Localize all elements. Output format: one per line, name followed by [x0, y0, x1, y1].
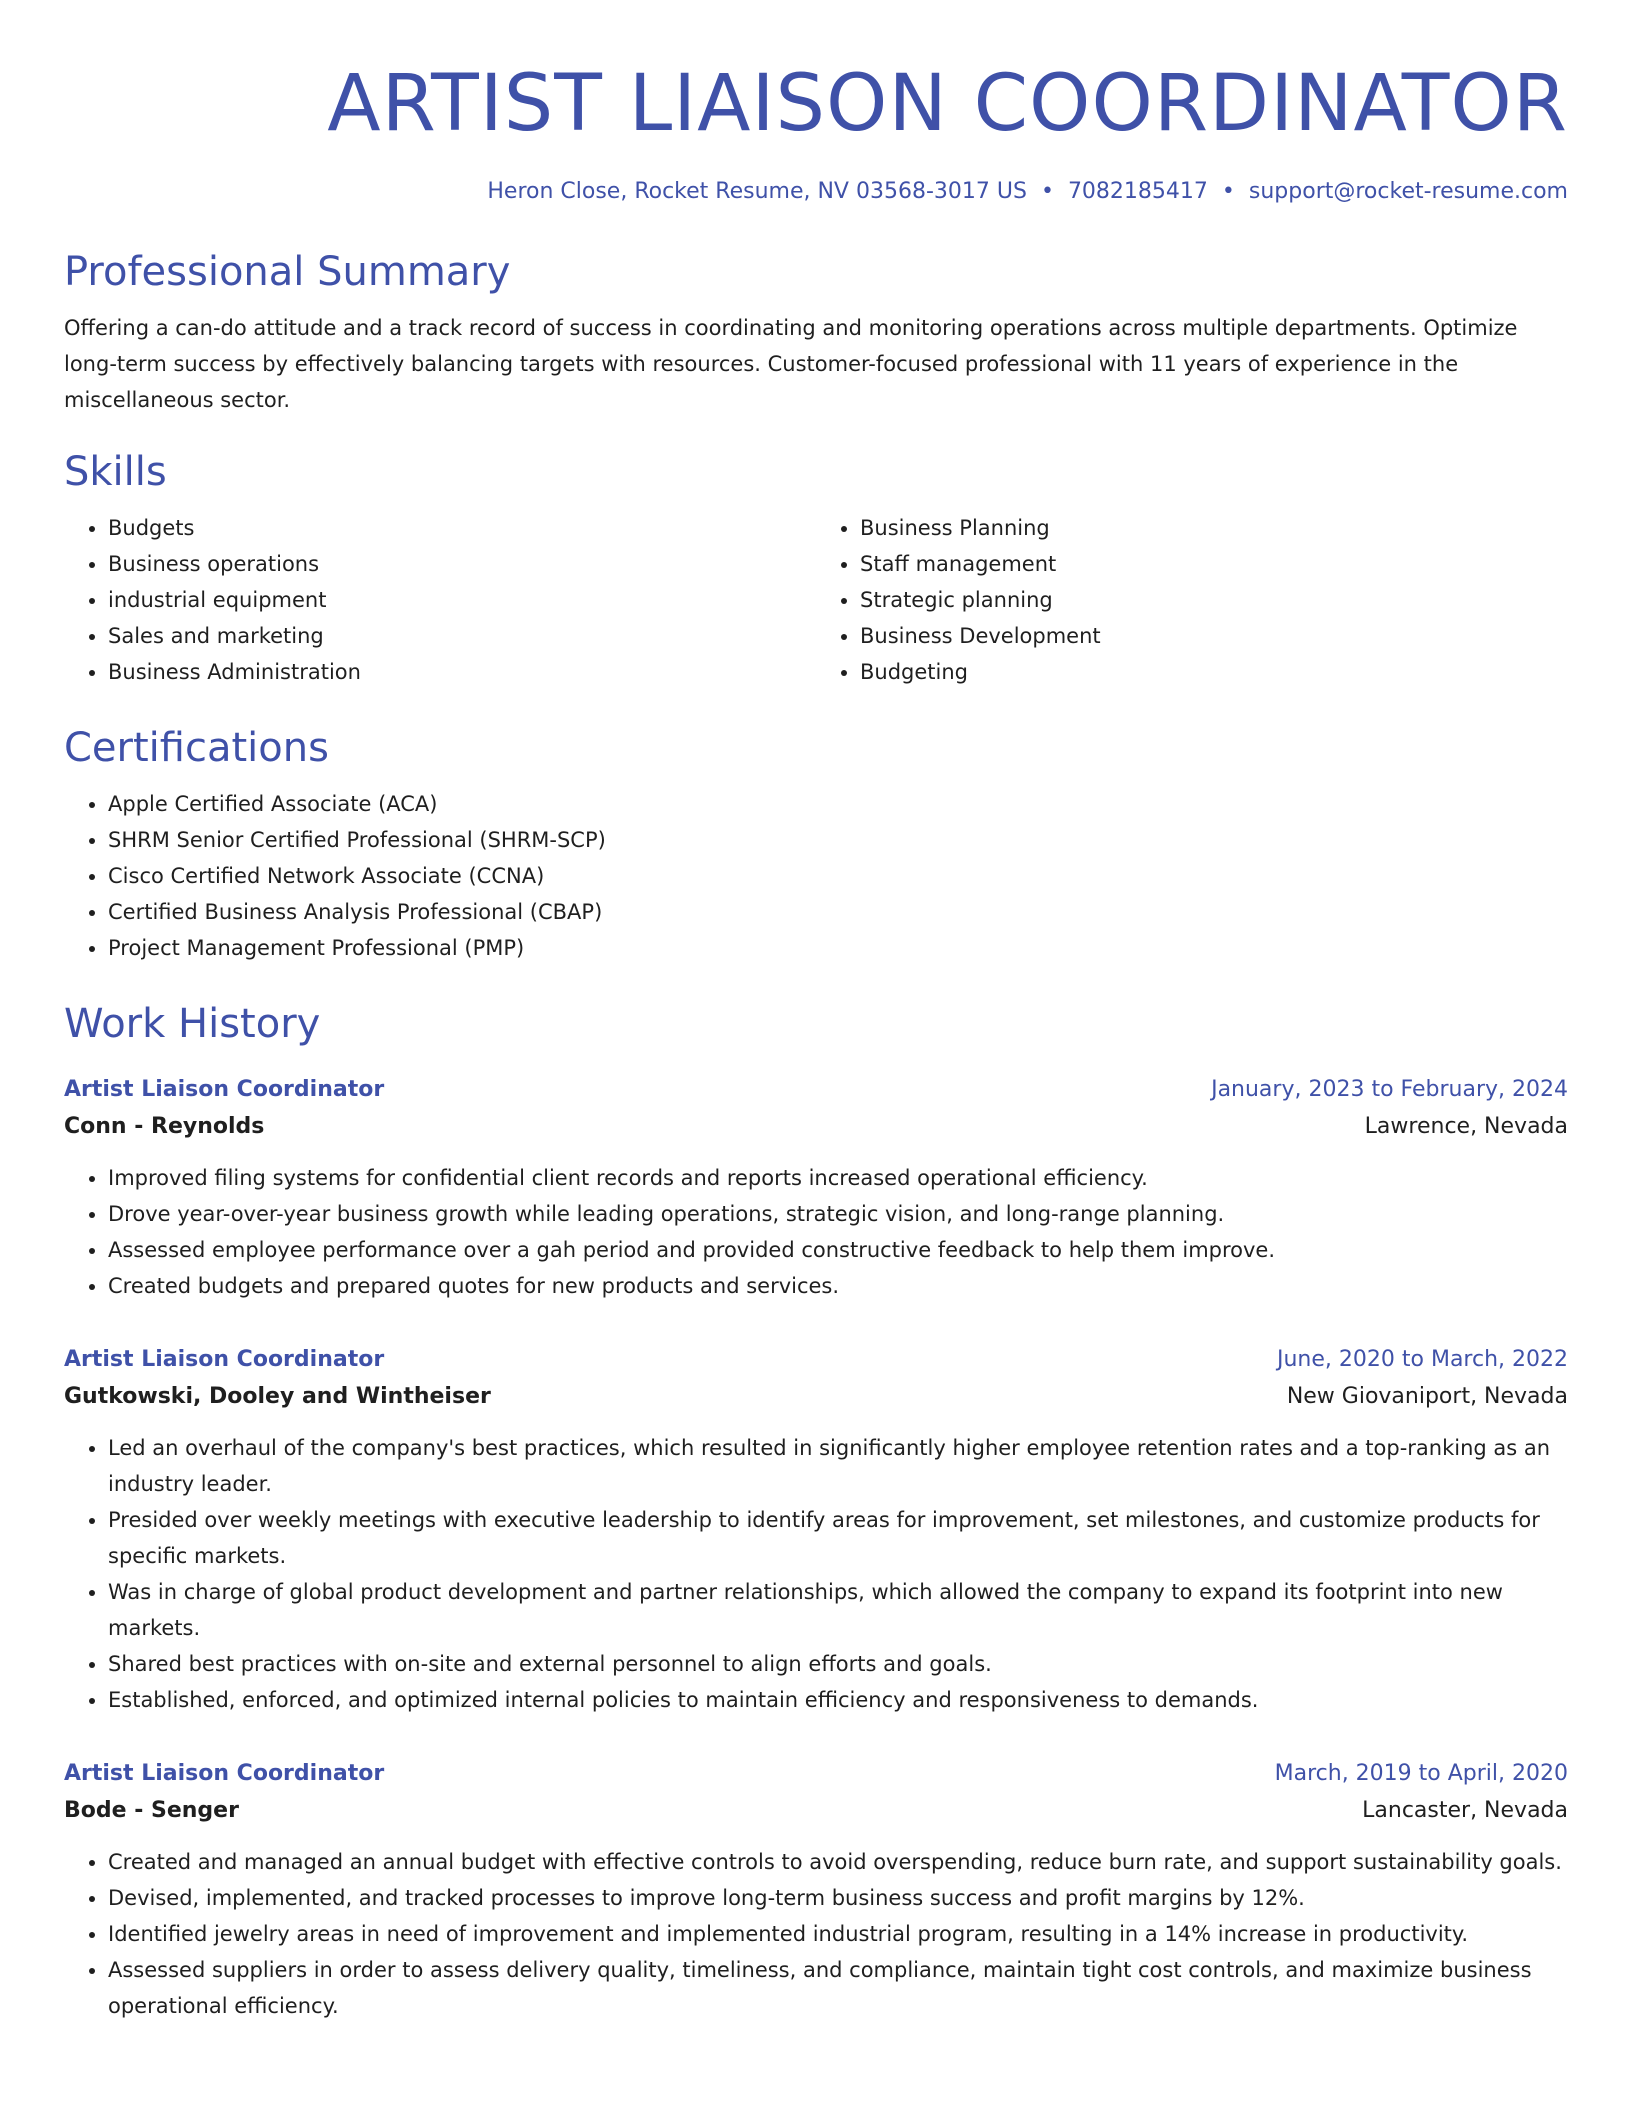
- job-bullet: • Assessed employee performance over a gah period and provided constructive feedback to help them improve.: [108, 1232, 1568, 1268]
- job-bullets: [64, 1160, 1568, 1304]
- job-title: Artist Liaison Coordinator: [64, 1347, 385, 1372]
- contact-line: [64, 176, 1568, 208]
- skill-item: • industrial equipment: [108, 582, 816, 618]
- job-company-row: [64, 1378, 1568, 1416]
- job-company: Bode - Senger: [64, 1798, 239, 1823]
- skill-item: • Business Development: [860, 618, 1568, 654]
- certification-item: • Project Management Professional (PMP): [108, 930, 1568, 966]
- skill-item: • Strategic planning: [860, 582, 1568, 618]
- job-title-row: [64, 1756, 1568, 1792]
- job-location: New Giovaniport, Nevada: [1286, 1384, 1568, 1409]
- job-company: Conn - Reynolds: [64, 1114, 265, 1139]
- job-bullet: • Presided over weekly meetings with executive leadership to identify areas for improvement, set milestones, and customize products for specific markets.: [108, 1502, 1568, 1574]
- contact-address: Heron Close, Rocket Resume, NV 03568-3017 US: [487, 179, 1027, 204]
- job-bullet: • Assessed suppliers in order to assess delivery quality, timeliness, and compliance, maintain tight cost controls, and maximize business operational efficiency.: [108, 1952, 1568, 2024]
- skill-item: • Sales and marketing: [108, 618, 816, 654]
- job-dates: June, 2020 to March, 2022: [1277, 1347, 1568, 1372]
- job-dates: January, 2023 to February, 2024: [1211, 1077, 1568, 1102]
- contact-separator: •: [1221, 179, 1235, 204]
- skills-left-list: [64, 510, 816, 690]
- job-bullet: • Created budgets and prepared quotes for new products and services.: [108, 1268, 1568, 1304]
- job-company-row: [64, 1792, 1568, 1830]
- job-entry: [64, 1342, 1568, 1718]
- summary-text: Offering a can-do attitude and a track record of success in coordinating and monitoring operations across multiple departments. Optimize long-term success by effectively balancing targets with resources. Customer-focused professional with 11 years of experience in the miscellaneous sector.: [64, 316, 1518, 412]
- job-entry: [64, 1072, 1568, 1304]
- summary-heading: Professional Summary: [64, 249, 511, 295]
- job-location: Lancaster, Nevada: [1362, 1798, 1568, 1823]
- job-title: Artist Liaison Coordinator: [64, 1077, 385, 1102]
- contact-phone: 7082185417: [1067, 179, 1208, 204]
- skill-item: • Business Planning: [860, 510, 1568, 546]
- job-bullets: [64, 1430, 1568, 1718]
- job-bullet: • Was in charge of global product development and partner relationships, which allowed the company to expand its footprint into new markets.: [108, 1574, 1568, 1646]
- job-bullet: • Shared best practices with on-site and external personnel to align efforts and goals.: [108, 1646, 1568, 1682]
- job-title-row: [64, 1342, 1568, 1378]
- skills-columns: [64, 510, 1568, 690]
- job-bullet: • Drove year-over-year business growth while leading operations, strategic vision, and long-range planning.: [108, 1196, 1568, 1232]
- job-bullet: • Created and managed an annual budget with effective controls to avoid overspending, reduce burn rate, and support sustainability goals.: [108, 1844, 1568, 1880]
- certification-item: • SHRM Senior Certified Professional (SHRM-SCP): [108, 822, 1568, 858]
- certification-item: • Cisco Certified Network Associate (CCNA): [108, 858, 1568, 894]
- work-history-heading: Work History: [64, 1001, 321, 1047]
- resume-title: ARTIST LIAISON COORDINATOR: [327, 59, 1568, 149]
- job-dates: March, 2019 to April, 2020: [1274, 1761, 1568, 1786]
- skills-heading: Skills: [64, 449, 167, 495]
- job-bullet: • Improved filing systems for confidential client records and reports increased operational efficiency.: [108, 1160, 1568, 1196]
- certifications-list: [64, 786, 1568, 966]
- job-bullet: • Established, enforced, and optimized internal policies to maintain efficiency and responsiveness to demands.: [108, 1682, 1568, 1718]
- skill-item: • Budgets: [108, 510, 816, 546]
- skill-item: • Staff management: [860, 546, 1568, 582]
- job-bullet: • Led an overhaul of the company's best practices, which resulted in significantly higher employee retention rates and a top-ranking as an industry leader.: [108, 1430, 1568, 1502]
- skill-item: • Budgeting: [860, 654, 1568, 690]
- skill-item: • Business Administration: [108, 654, 816, 690]
- contact-separator: •: [1040, 179, 1054, 204]
- certification-item: • Apple Certified Associate (ACA): [108, 786, 1568, 822]
- job-company: Gutkowski, Dooley and Wintheiser: [64, 1384, 491, 1409]
- job-title-row: [64, 1072, 1568, 1108]
- job-bullet: • Devised, implemented, and tracked processes to improve long-term business success and profit margins by 12%.: [108, 1880, 1568, 1916]
- job-company-row: [64, 1108, 1568, 1146]
- job-entry: [64, 1756, 1568, 2024]
- contact-email[interactable]: support@rocket-resume.com: [1248, 179, 1568, 204]
- certifications-heading: Certifications: [64, 725, 329, 771]
- job-bullets: [64, 1844, 1568, 2024]
- skills-right-list: [816, 510, 1568, 690]
- skill-item: • Business operations: [108, 546, 816, 582]
- job-title: Artist Liaison Coordinator: [64, 1761, 385, 1786]
- job-location: Lawrence, Nevada: [1364, 1114, 1568, 1139]
- job-bullet: • Identified jewelry areas in need of improvement and implemented industrial program, resulting in a 14% increase in productivity.: [108, 1916, 1568, 1952]
- certification-item: • Certified Business Analysis Professional (CBAP): [108, 894, 1568, 930]
